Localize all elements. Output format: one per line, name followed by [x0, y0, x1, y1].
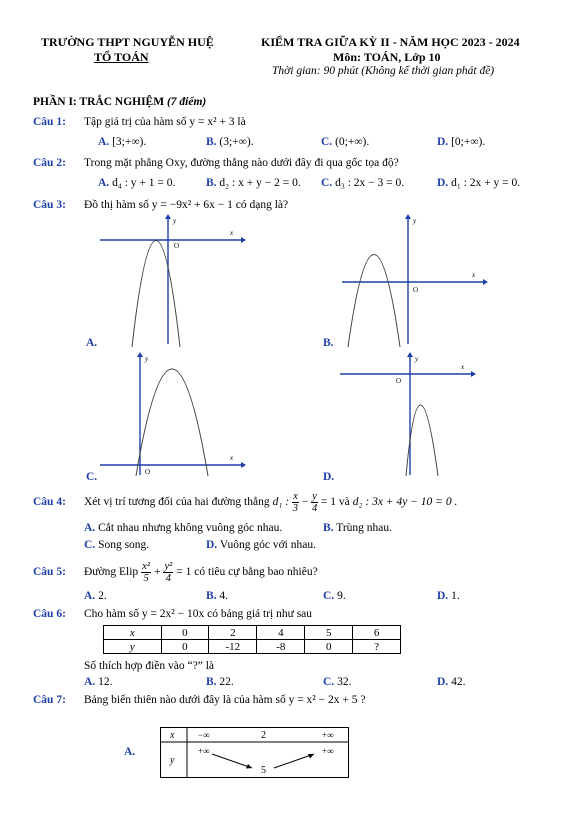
option-c[interactable]: C. 9.: [323, 590, 346, 602]
graph-label-d: D.: [323, 471, 335, 483]
graph-option-d[interactable]: [336, 352, 486, 476]
y-axis-label: y: [413, 217, 417, 225]
table-row: [104, 640, 401, 654]
graph-label-b: B.: [323, 337, 334, 349]
x-axis-label: x: [230, 229, 234, 237]
option-d[interactable]: D. 1.: [437, 590, 460, 602]
option-d[interactable]: D. d₁ : 2x + y = 0.: [437, 177, 521, 189]
question-label: Câu 2:: [33, 157, 66, 169]
variation-table-a[interactable]: [160, 727, 350, 779]
option-d[interactable]: D. [0;+∞).: [437, 136, 486, 148]
question-text: Xét vị trí tương đối của hai đường thẳng d₁ : $\frac{x}{3}$ − $\frac{y}{4}$ = 1 và d₂ : 3x + 4y − 10 = 0 .: [84, 490, 458, 514]
question-label: Câu 7:: [33, 694, 66, 706]
table-row: [104, 626, 401, 640]
x-axis-arrow: [471, 371, 476, 377]
question-label: Câu 6:: [33, 608, 66, 620]
graph-label-a: A.: [86, 337, 98, 349]
fraction: $\frac{x}{3}$: [292, 490, 299, 514]
department-name: TỔ TOÁN: [94, 50, 149, 64]
table-cell: 5: [305, 626, 353, 640]
y-axis-arrow: [137, 352, 143, 357]
exam-title: KIỂM TRA GIỮA KỲ II - NĂM HỌC 2023 - 2024: [261, 35, 520, 49]
table-cell: 4: [257, 626, 305, 640]
option-a[interactable]: A. d₄ : y + 1 = 0.: [98, 177, 176, 189]
origin-label: O: [174, 242, 180, 250]
table-cell: 2: [209, 626, 257, 640]
option-c[interactable]: C. Song song.: [84, 539, 150, 551]
question-text: Đồ thị hàm số y = −9x² + 6x − 1 có dạng là?: [84, 199, 289, 211]
question-text: Trong mặt phẳng Oxy, đường thẳng nào dưới đây đi qua gốc tọa độ?: [84, 157, 399, 169]
origin-label: O: [145, 468, 151, 476]
option-a[interactable]: A. Cắt nhau nhưng không vuông góc nhau.: [84, 522, 283, 534]
school-name: TRƯỜNG THPT NGUYỄN HUỆ: [41, 35, 214, 49]
option-d[interactable]: D. Vuông góc với nhau.: [206, 539, 316, 551]
bbt-y-label: y: [170, 755, 175, 766]
fraction: $\frac{\text{x²}}{5}$: [142, 560, 150, 584]
x-axis-label: x: [230, 454, 234, 462]
table-cell: 0: [161, 640, 209, 654]
parabola: [132, 241, 180, 348]
question-text: Bảng biến thiên nào dưới đây là của hàm số y = x² − 2x + 5 ?: [84, 694, 366, 706]
bbt-x-left: −∞: [198, 730, 210, 740]
option-c[interactable]: C. (0;+∞).: [321, 136, 370, 148]
option-c[interactable]: C. 32.: [323, 676, 352, 688]
origin-label: O: [413, 286, 419, 294]
question-followup: Số thích hợp điền vào “?” là: [84, 660, 214, 672]
option-b[interactable]: B. (3;+∞).: [206, 136, 254, 148]
y-axis-arrow: [165, 214, 171, 219]
y-axis-label: y: [145, 355, 149, 363]
value-table: [103, 625, 401, 654]
graph-option-c[interactable]: [96, 352, 246, 476]
bbt-x-mid: 2: [261, 730, 266, 741]
option-a[interactable]: A. 2.: [84, 590, 107, 602]
bbt-x-right: +∞: [322, 730, 334, 740]
option-b[interactable]: B. d₂ : x + y − 2 = 0.: [206, 177, 301, 189]
arrow-up: [274, 754, 314, 768]
parabola: [406, 405, 438, 476]
origin-label: O: [396, 377, 402, 385]
option-c[interactable]: C. d₃ : 2x − 3 = 0.: [321, 177, 405, 189]
option-a[interactable]: A.: [124, 746, 136, 758]
bbt-x-label: x: [170, 730, 175, 741]
parabola: [136, 369, 208, 476]
y-axis-arrow: [405, 214, 411, 219]
table-cell: -12: [209, 640, 257, 654]
table-cell: ?: [353, 640, 401, 654]
question-label: Câu 4:: [33, 496, 66, 508]
table-cell: 6: [353, 626, 401, 640]
bbt-y-left: +∞: [198, 746, 210, 756]
exam-subject: Môn: TOÁN, Lớp 10: [333, 50, 441, 64]
graph-option-a[interactable]: [96, 214, 246, 349]
option-d[interactable]: D. 42.: [437, 676, 466, 688]
section-title: PHẦN I: TRẮC NGHIỆM (7 điểm): [33, 96, 207, 108]
y-axis-label: y: [173, 217, 177, 225]
table-cell: y: [104, 640, 162, 654]
table-cell: -8: [257, 640, 305, 654]
option-a[interactable]: A. 12.: [84, 676, 113, 688]
option-b[interactable]: B. 4.: [206, 590, 229, 602]
question-label: Câu 3:: [33, 199, 66, 211]
fraction: $\frac{\text{y²}}{4}$: [164, 560, 173, 584]
table-cell: 0: [161, 626, 209, 640]
question-label: Câu 1:: [33, 116, 66, 128]
x-axis-arrow: [241, 462, 246, 468]
option-b[interactable]: B. Trùng nhau.: [323, 522, 393, 534]
x-axis-arrow: [241, 237, 246, 243]
x-axis-label: x: [461, 363, 465, 371]
y-axis-arrow: [407, 352, 413, 357]
x-axis-label: x: [472, 271, 476, 279]
option-a[interactable]: A. [3;+∞).: [98, 136, 147, 148]
question-text: Đường Elip $\frac{\text{x²}}{5}$ + $\frac{\text{y²}}{4}$ = 1 có tiêu cự bằng bao nhiêu?: [84, 560, 318, 584]
table-cell: 0: [305, 640, 353, 654]
question-text: Tập giá trị của hàm số y = x² + 3 là: [84, 116, 246, 128]
question-text: Cho hàm số y = 2x² − 10x có bảng giá trị như sau: [84, 608, 313, 620]
graph-label-c: C.: [86, 471, 98, 483]
arrow-down: [212, 754, 252, 768]
option-b[interactable]: B. 22.: [206, 676, 234, 688]
question-label: Câu 5:: [33, 566, 66, 578]
graph-option-b[interactable]: [338, 214, 488, 349]
fraction: $\frac{y}{4}$: [311, 490, 318, 514]
parabola: [348, 255, 400, 348]
bbt-y-mid: 5: [261, 765, 266, 776]
y-axis-label: y: [415, 355, 419, 363]
exam-time: Thời gian: 90 phút (Không kể thời gian phát đề): [272, 65, 495, 77]
x-axis-arrow: [483, 279, 488, 285]
table-cell: x: [104, 626, 162, 640]
bbt-y-right: +∞: [322, 746, 334, 756]
